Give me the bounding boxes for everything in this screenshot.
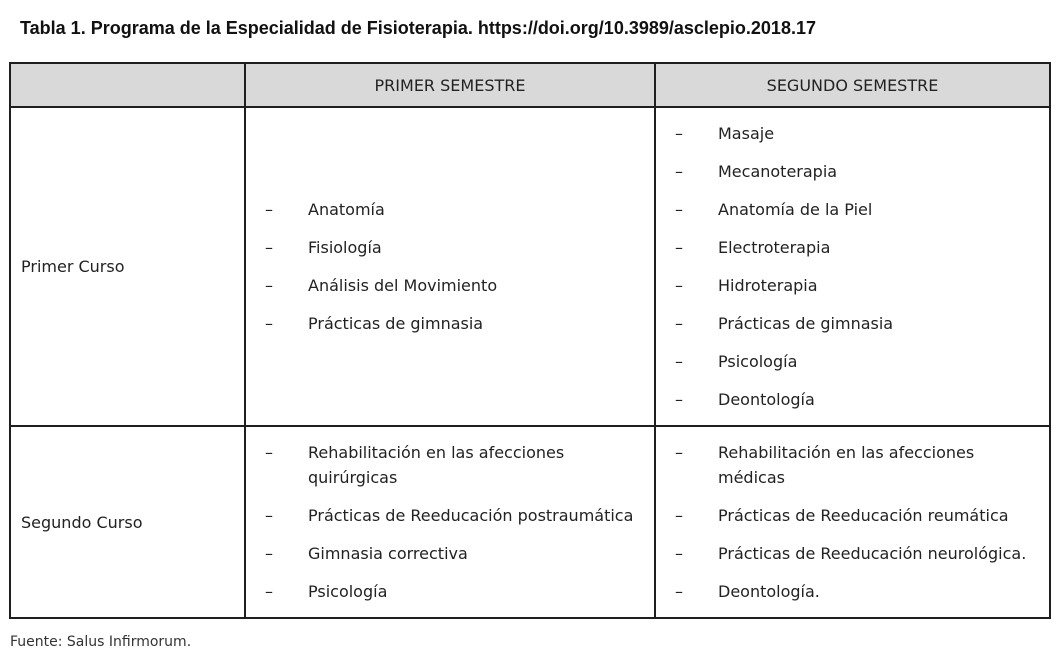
list-item: – Prácticas de Reeducación postraumática [246,503,654,528]
list-item: – Anatomía de la Piel [656,197,1049,222]
list-item: – Prácticas de gimnasia [656,311,1049,336]
list-item: – Deontología. [656,579,1049,604]
list-item: – Hidroterapia [656,273,1049,298]
list-item: – Prácticas de Reeducación neurológica. [656,541,1049,566]
list-item: – Gimnasia correctiva [246,541,654,566]
subject-list [246,197,654,336]
header-empty [10,63,245,107]
list-item: – Masaje [656,121,1049,146]
cell-primer-curso-primer-semestre [245,107,655,426]
list-item: – Anatomía [246,197,654,222]
table-row-segundo-curso [10,426,1050,618]
subject-list [246,440,654,604]
list-item: – Psicología [246,579,654,604]
list-item: – Deontología [656,387,1049,412]
list-item: – Análisis del Movimiento [246,273,654,298]
header-row [10,63,1050,107]
curriculum-table [9,62,1051,619]
table-caption: Tabla 1. Programa de la Especialidad de Fisioterapia. https://doi.org/10.3989/asclepio.2018.17 [20,18,816,38]
cell-segundo-curso-segundo-semestre [655,426,1050,618]
row-label-segundo-curso: Segundo Curso [10,426,245,618]
source-note: Fuente: Salus Infirmorum. [10,634,192,650]
cell-segundo-curso-primer-semestre [245,426,655,618]
list-item: – Mecanoterapia [656,159,1049,184]
list-item: – Fisiología [246,235,654,260]
subject-list [656,121,1049,412]
cell-primer-curso-segundo-semestre [655,107,1050,426]
list-item: – Prácticas de Reeducación reumática [656,503,1049,528]
list-item: – Rehabilitación en las afecciones quirúrgicas [246,440,654,490]
table-row-primer-curso [10,107,1050,426]
list-item: – Rehabilitación en las afecciones médicas [656,440,1049,490]
row-label-primer-curso: Primer Curso [10,107,245,426]
list-item: – Prácticas de gimnasia [246,311,654,336]
header-segundo-semestre: SEGUNDO SEMESTRE [655,63,1050,107]
list-item: – Psicología [656,349,1049,374]
subject-list [656,440,1049,604]
header-primer-semestre: PRIMER SEMESTRE [245,63,655,107]
list-item: – Electroterapia [656,235,1049,260]
